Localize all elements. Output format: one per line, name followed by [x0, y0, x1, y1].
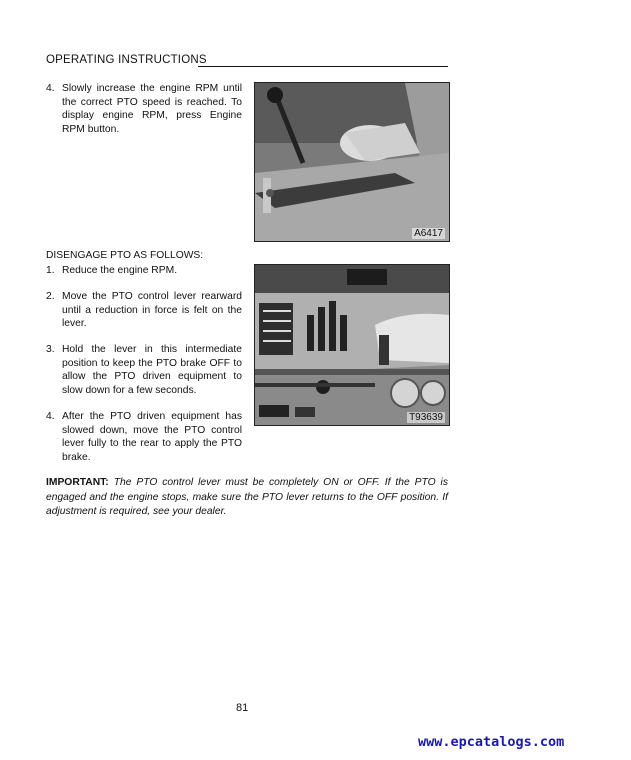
section-title: OPERATING INSTRUCTIONS: [46, 54, 207, 66]
important-text: The PTO control lever must be completely ON or OFF. If the PTO is engaged and the engine stops, make sure the PTO lever returns to the OFF position. If adjustment is required, see your dealer.: [46, 477, 448, 517]
step-text: Reduce the engine RPM.: [62, 265, 178, 276]
step-number: 4.: [46, 83, 55, 94]
step-2-disengage: [46, 290, 242, 331]
step-number: 1.: [46, 265, 55, 276]
pto-control-console-photo: [254, 264, 450, 426]
step-text: Move the PTO control lever rearward until a reduction in force is felt on the lever.: [62, 291, 242, 330]
step-1-disengage: [46, 264, 242, 278]
disengage-heading: DISENGAGE PTO AS FOLLOWS:: [46, 250, 204, 261]
pto-lever-photo-image: [255, 83, 449, 241]
section-header: [46, 52, 448, 72]
pto-lever-photo: [254, 82, 450, 242]
step-number: 2.: [46, 291, 55, 302]
step-3-disengage: [46, 343, 242, 397]
step-number: 4.: [46, 411, 55, 422]
watermark: www.epcatalogs.com: [418, 734, 565, 750]
photo-label: A6417: [414, 228, 443, 239]
pto-control-console-photo-image: [255, 265, 449, 425]
step-4-disengage: [46, 410, 242, 464]
step-4-engage: [46, 82, 242, 136]
photo-label: T93639: [409, 412, 443, 423]
important-label: IMPORTANT:: [46, 477, 109, 488]
step-number: 3.: [46, 344, 55, 355]
important-note: [46, 476, 448, 520]
page-number: 81: [236, 702, 249, 714]
step-text: After the PTO driven equipment has slowed down, move the PTO control lever fully to the rear to apply the PTO brake.: [62, 411, 242, 463]
step-text: Slowly increase the engine RPM until the correct PTO speed is reached. To display engine RPM, press Engine RPM button.: [62, 83, 242, 135]
step-text: Hold the lever in this intermediate position to keep the PTO brake OFF to allow the PTO driven equipment to slow down for a few seconds.: [62, 344, 242, 396]
header-rule: [198, 66, 448, 67]
